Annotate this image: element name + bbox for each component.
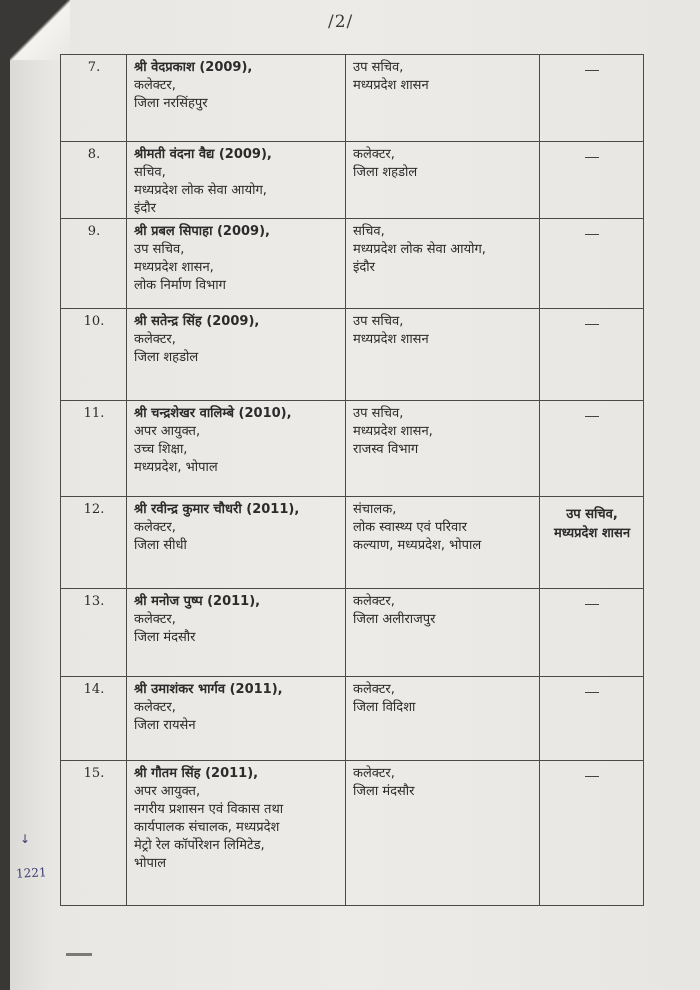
current-posting-line: उच्च शिक्षा, — [134, 442, 188, 457]
new-posting-line: कलेक्टर, — [353, 147, 395, 162]
officer-cell — [127, 309, 346, 401]
new-posting-line: उप सचिव, — [353, 60, 404, 75]
serial-number-cell: 7. — [61, 55, 127, 142]
current-posting-line: मध्यप्रदेश शासन, — [134, 260, 214, 275]
new-posting-line: मध्यप्रदेश शासन — [353, 332, 429, 347]
table-row — [61, 401, 644, 497]
table-row — [61, 55, 644, 142]
current-posting-line: भोपाल — [134, 856, 167, 871]
current-posting-line: नगरीय प्रशासन एवं विकास तथा — [134, 802, 284, 817]
serial-number-cell: 12. — [61, 497, 127, 589]
current-posting-line: कलेक्टर, — [134, 332, 176, 347]
current-posting-line: कलेक्टर, — [134, 78, 176, 93]
new-posting-line: लोक स्वास्थ्य एवं परिवार — [353, 520, 467, 535]
table-row — [61, 589, 644, 677]
current-posting-line: जिला मंदसौर — [134, 630, 196, 645]
new-posting-cell — [346, 55, 540, 142]
current-posting-line: जिला शहडोल — [134, 350, 199, 365]
new-posting-cell — [346, 761, 540, 906]
current-posting-line: मध्यप्रदेश, भोपाल — [134, 460, 218, 475]
remark-cell — [540, 55, 644, 142]
current-posting-line: जिला नरसिंहपुर — [134, 96, 208, 111]
margin-tick-mark: ↓ — [20, 832, 31, 846]
table-row — [61, 142, 644, 219]
remark-dash — [585, 416, 599, 418]
officer-name: श्री प्रबल सिपाहा (2009), — [134, 224, 270, 239]
current-posting-line: लोक निर्माण विभाग — [134, 278, 226, 293]
new-posting-line: कल्याण, मध्यप्रदेश, भोपाल — [353, 538, 482, 553]
remark-line: उप सचिव, — [566, 507, 618, 522]
new-posting-line: उप सचिव, — [353, 406, 404, 421]
remark-cell — [540, 497, 644, 589]
new-posting-cell — [346, 219, 540, 309]
current-posting-line: जिला सीधी — [134, 538, 187, 553]
remark-cell — [540, 401, 644, 497]
serial-number-cell: 10. — [61, 309, 127, 401]
remark-cell — [540, 677, 644, 761]
officer-cell — [127, 589, 346, 677]
remark-cell — [540, 309, 644, 401]
officer-name: श्री चन्द्रशेखर वालिम्बे (2010), — [134, 406, 292, 421]
officer-cell — [127, 497, 346, 589]
remark-dash — [585, 157, 599, 159]
new-posting-line: जिला शहडोल — [353, 165, 418, 180]
remark-cell — [540, 589, 644, 677]
officer-cell — [127, 219, 346, 309]
new-posting-line: जिला अलीराजपुर — [353, 612, 436, 627]
new-posting-line: उप सचिव, — [353, 314, 404, 329]
new-posting-cell — [346, 589, 540, 677]
current-posting-line: कार्यपालक संचालक, मध्यप्रदेश — [134, 820, 280, 835]
new-posting-line: सचिव, — [353, 224, 385, 239]
new-posting-cell — [346, 677, 540, 761]
new-posting-line: मध्यप्रदेश लोक सेवा आयोग, — [353, 242, 486, 257]
remark-dash — [585, 234, 599, 236]
new-posting-line: कलेक्टर, — [353, 682, 395, 697]
new-posting-line: मध्यप्रदेश शासन, — [353, 424, 433, 439]
new-posting-cell — [346, 401, 540, 497]
remark-cell — [540, 761, 644, 906]
officer-name: श्री गौतम सिंह (2011), — [134, 766, 259, 781]
folded-corner — [10, 0, 70, 60]
current-posting-line: कलेक्टर, — [134, 520, 176, 535]
officer-name: श्री रवीन्द्र कुमार चौधरी (2011), — [134, 502, 300, 517]
officer-name: श्री वेदप्रकाश (2009), — [134, 60, 253, 75]
current-posting-line: सचिव, — [134, 165, 166, 180]
new-posting-line: मध्यप्रदेश शासन — [353, 78, 429, 93]
remark-dash — [585, 70, 599, 72]
current-posting-line: उप सचिव, — [134, 242, 185, 257]
table-row — [61, 497, 644, 589]
current-posting-line: जिला रायसेन — [134, 718, 196, 733]
new-posting-line: राजस्व विभाग — [353, 442, 419, 457]
serial-number-cell: 15. — [61, 761, 127, 906]
officer-cell — [127, 677, 346, 761]
document-page — [10, 0, 700, 990]
serial-number-cell: 11. — [61, 401, 127, 497]
new-posting-line: संचालक, — [353, 502, 397, 517]
officer-cell — [127, 55, 346, 142]
serial-number-cell: 14. — [61, 677, 127, 761]
table-row — [61, 761, 644, 906]
current-posting-line: इंदौर — [134, 201, 156, 216]
officer-name: श्री उमाशंकर भार्गव (2011), — [134, 682, 283, 697]
serial-number-cell: 13. — [61, 589, 127, 677]
officer-name: श्री सतेन्द्र सिंह (2009), — [134, 314, 260, 329]
remark-dash — [585, 324, 599, 326]
remark-dash — [585, 776, 599, 778]
margin-handwritten-note: 1221 — [15, 865, 47, 881]
new-posting-line: जिला मंदसौर — [353, 784, 415, 799]
new-posting-cell — [346, 309, 540, 401]
footer-mark — [66, 953, 92, 956]
officer-cell — [127, 401, 346, 497]
current-posting-line: अपर आयुक्त, — [134, 784, 201, 799]
remark-cell — [540, 142, 644, 219]
new-posting-line: कलेक्टर, — [353, 766, 395, 781]
current-posting-line: मेट्रो रेल कॉर्पोरेशन लिमिटेड, — [134, 838, 265, 853]
table-row — [61, 219, 644, 309]
table-row — [61, 309, 644, 401]
new-posting-line: इंदौर — [353, 260, 375, 275]
officer-name: श्री मनोज पुष्प (2011), — [134, 594, 261, 609]
serial-number-cell: 8. — [61, 142, 127, 219]
remark-cell — [540, 219, 644, 309]
officer-name: श्रीमती वंदना वैद्य (2009), — [134, 147, 272, 162]
remark-line: मध्यप्रदेश शासन — [553, 526, 631, 541]
table-row — [61, 677, 644, 761]
current-posting-line: अपर आयुक्त, — [134, 424, 201, 439]
new-posting-line: जिला विदिशा — [353, 700, 416, 715]
remark-dash — [585, 692, 599, 694]
new-posting-line: कलेक्टर, — [353, 594, 395, 609]
current-posting-line: कलेक्टर, — [134, 612, 176, 627]
current-posting-line: कलेक्टर, — [134, 700, 176, 715]
serial-number-cell: 9. — [61, 219, 127, 309]
remark-dash — [585, 604, 599, 606]
table-body — [61, 55, 644, 906]
officer-cell — [127, 142, 346, 219]
officer-cell — [127, 761, 346, 906]
page-number: /2/ — [328, 12, 354, 32]
current-posting-line: मध्यप्रदेश लोक सेवा आयोग, — [134, 183, 267, 198]
new-posting-cell — [346, 497, 540, 589]
new-posting-cell — [346, 142, 540, 219]
officer-transfer-table — [60, 54, 644, 906]
